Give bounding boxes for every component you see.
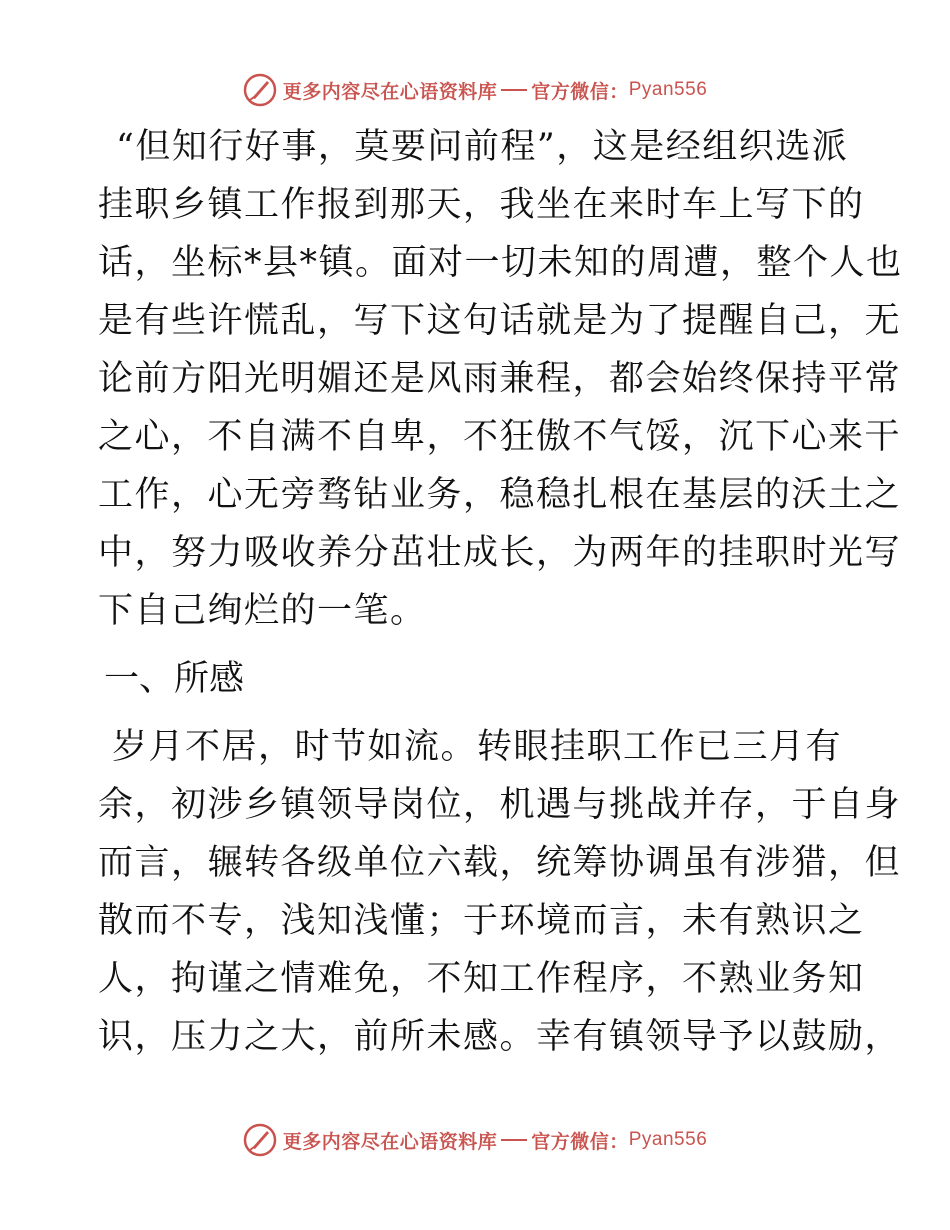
watermark-separator	[501, 1139, 527, 1141]
watermark-id: Pyan556	[628, 79, 708, 100]
paragraph-line: “但知行好事，莫要问前程”，这是经组织选派	[116, 127, 849, 167]
paragraph-line: 工作，心无旁骛钻业务，稳稳扎根在基层的沃土之	[98, 475, 902, 515]
paragraph-line: 中，努力吸收养分茁壮成长，为两年的挂职时光写	[98, 533, 902, 573]
paragraph-line: 下自己绚烂的一笔。	[98, 591, 427, 631]
intro-paragraph	[98, 118, 903, 640]
document-body	[98, 118, 903, 1066]
paragraph-line: 之心，不自满不自卑，不狂傲不气馁，沉下心来干	[98, 417, 902, 457]
paragraph-line: 人，拘谨之情难免，不知工作程序，不熟业务知	[98, 959, 865, 999]
footer-watermark	[0, 1120, 950, 1160]
paragraph-line: 岁月不居，时节如流。转眼挂职工作已三月有	[112, 727, 843, 767]
paragraph-line: 而言，辗转各级单位六载，统筹协调虽有涉猎，但	[98, 843, 902, 883]
watermark-text: 更多内容尽在心语资料库	[282, 80, 498, 103]
feather-pen-icon	[243, 1123, 277, 1157]
paragraph-line: 余，初涉乡镇领导岗位，机遇与挑战并存，于自身	[98, 785, 902, 825]
watermark-label: 官方微信：	[531, 80, 629, 103]
paragraph-line: 论前方阳光明媚还是风雨兼程，都会始终保持平常	[98, 359, 902, 399]
watermark-separator	[501, 89, 527, 91]
paragraph-line: 挂职乡镇工作报到那天，我坐在来时车上写下的	[98, 185, 865, 225]
paragraph-line: 是有些许慌乱，写下这句话就是为了提醒自己，无	[98, 301, 902, 341]
watermark-id: Pyan556	[628, 1129, 708, 1150]
header-watermark	[0, 70, 950, 110]
section-heading: 一、所感	[104, 659, 245, 699]
paragraph-line: 散而不专，浅知浅懂；于环境而言，未有熟识之	[98, 901, 865, 941]
section-paragraph	[98, 718, 902, 1066]
paragraph-line: 话，坐标*县*镇。面对一切未知的周遭，整个人也	[98, 243, 903, 283]
paragraph-line: 识，压力之大，前所未感。幸有镇领导予以鼓励，	[98, 1017, 902, 1057]
watermark-text: 更多内容尽在心语资料库	[282, 1130, 498, 1153]
watermark-label: 官方微信：	[531, 1130, 629, 1153]
feather-pen-icon	[243, 73, 277, 107]
